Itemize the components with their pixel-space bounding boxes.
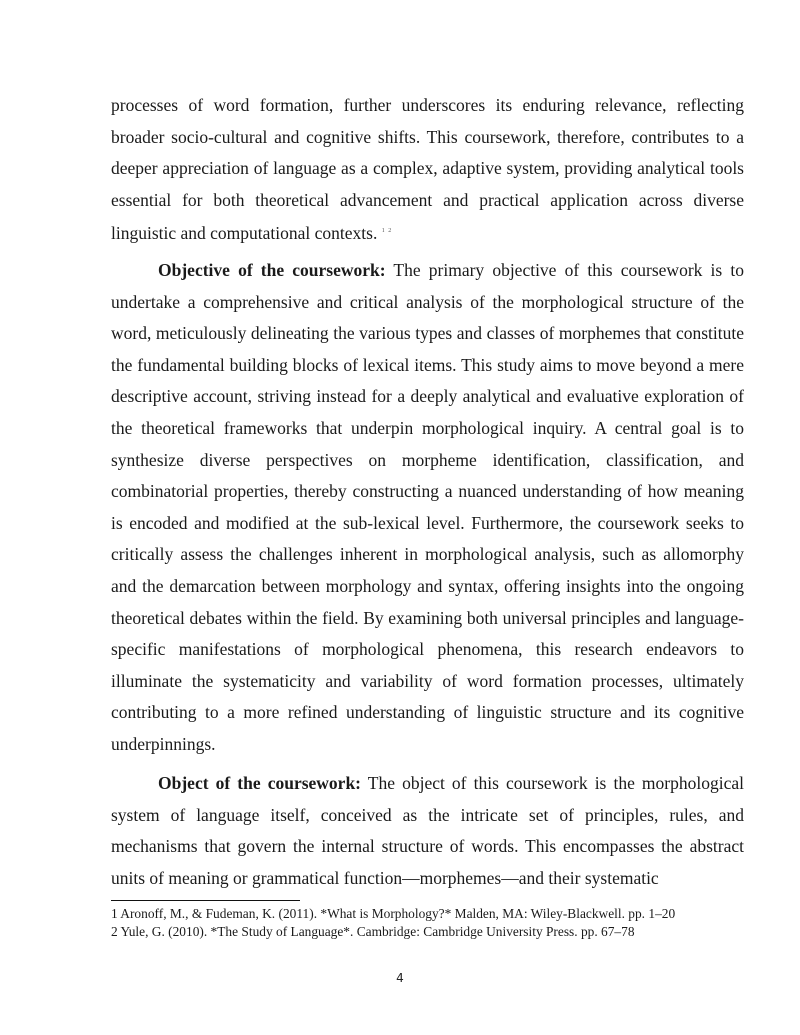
footnote-item: 2 Yule, G. (2010). *The Study of Language*. Cambridge: Cambridge University Press. pp. 67–78 bbox=[111, 923, 635, 939]
object-heading: Object of the coursework: bbox=[158, 773, 362, 793]
objective-heading: Objective of the coursework: bbox=[158, 260, 386, 280]
objective-paragraph bbox=[111, 255, 744, 761]
paragraph-text: processes of word formation, further underscores its enduring relevance, reflecting broader socio-cultural and cognitive shifts. This coursework, therefore, contributes to a deeper appreciation of language as a complex, adaptive system, providing analytical tools essential for both theoretical advancement and practical application across diverse linguistic and computational contexts. bbox=[111, 95, 744, 244]
footnotes bbox=[111, 905, 751, 940]
object-paragraph bbox=[111, 768, 744, 894]
body-paragraph-continuation bbox=[111, 90, 744, 250]
paragraph-text: The primary objective of this coursework is to undertake a comprehensive and critical analysis of the morphological structure of the word, meticulously delineating the various types and classes of morphemes that constitute the fundamental building blocks of lexical items. This study aims to move beyond a mere descriptive account, striving instead for a deeply analytical and evaluative exploration of the theoretical frameworks that underpin morphological inquiry. A central goal is to synthesize diverse perspectives on morpheme identification, classification, and combinatorial properties, thereby constructing a nuanced understanding of how meaning is encoded and modified at the sub-lexical level. Furthermore, the coursework seeks to critically assess the challenges inherent in morphological analysis, such as allomorphy and the demarcation between morphology and syntax, offering insights into the ongoing theoretical debates within the field. By examining both universal principles and language-specific manifestations of morphological phenomena, this research endeavors to illuminate the systematicity and variability of word formation processes, ultimately contributing to a more refined understanding of linguistic structure and its cognitive underpinnings. bbox=[111, 260, 744, 754]
footnote-item: 1 Aronoff, M., & Fudeman, K. (2011). *What is Morphology?* Malden, MA: Wiley-Blackwell. pp. 1–20 bbox=[111, 906, 676, 921]
page-number: 4 bbox=[396, 971, 404, 985]
footnote-reference: 1 2 bbox=[381, 228, 393, 235]
footnote-separator bbox=[111, 900, 300, 901]
paragraph-text: The object of this coursework is the morphological system of language itself, conceived as the intricate set of principles, rules, and mechanisms that govern the internal structure of words. This encompasses the abstract units of meaning or grammatical function—morphemes—and their systematic bbox=[111, 773, 744, 888]
